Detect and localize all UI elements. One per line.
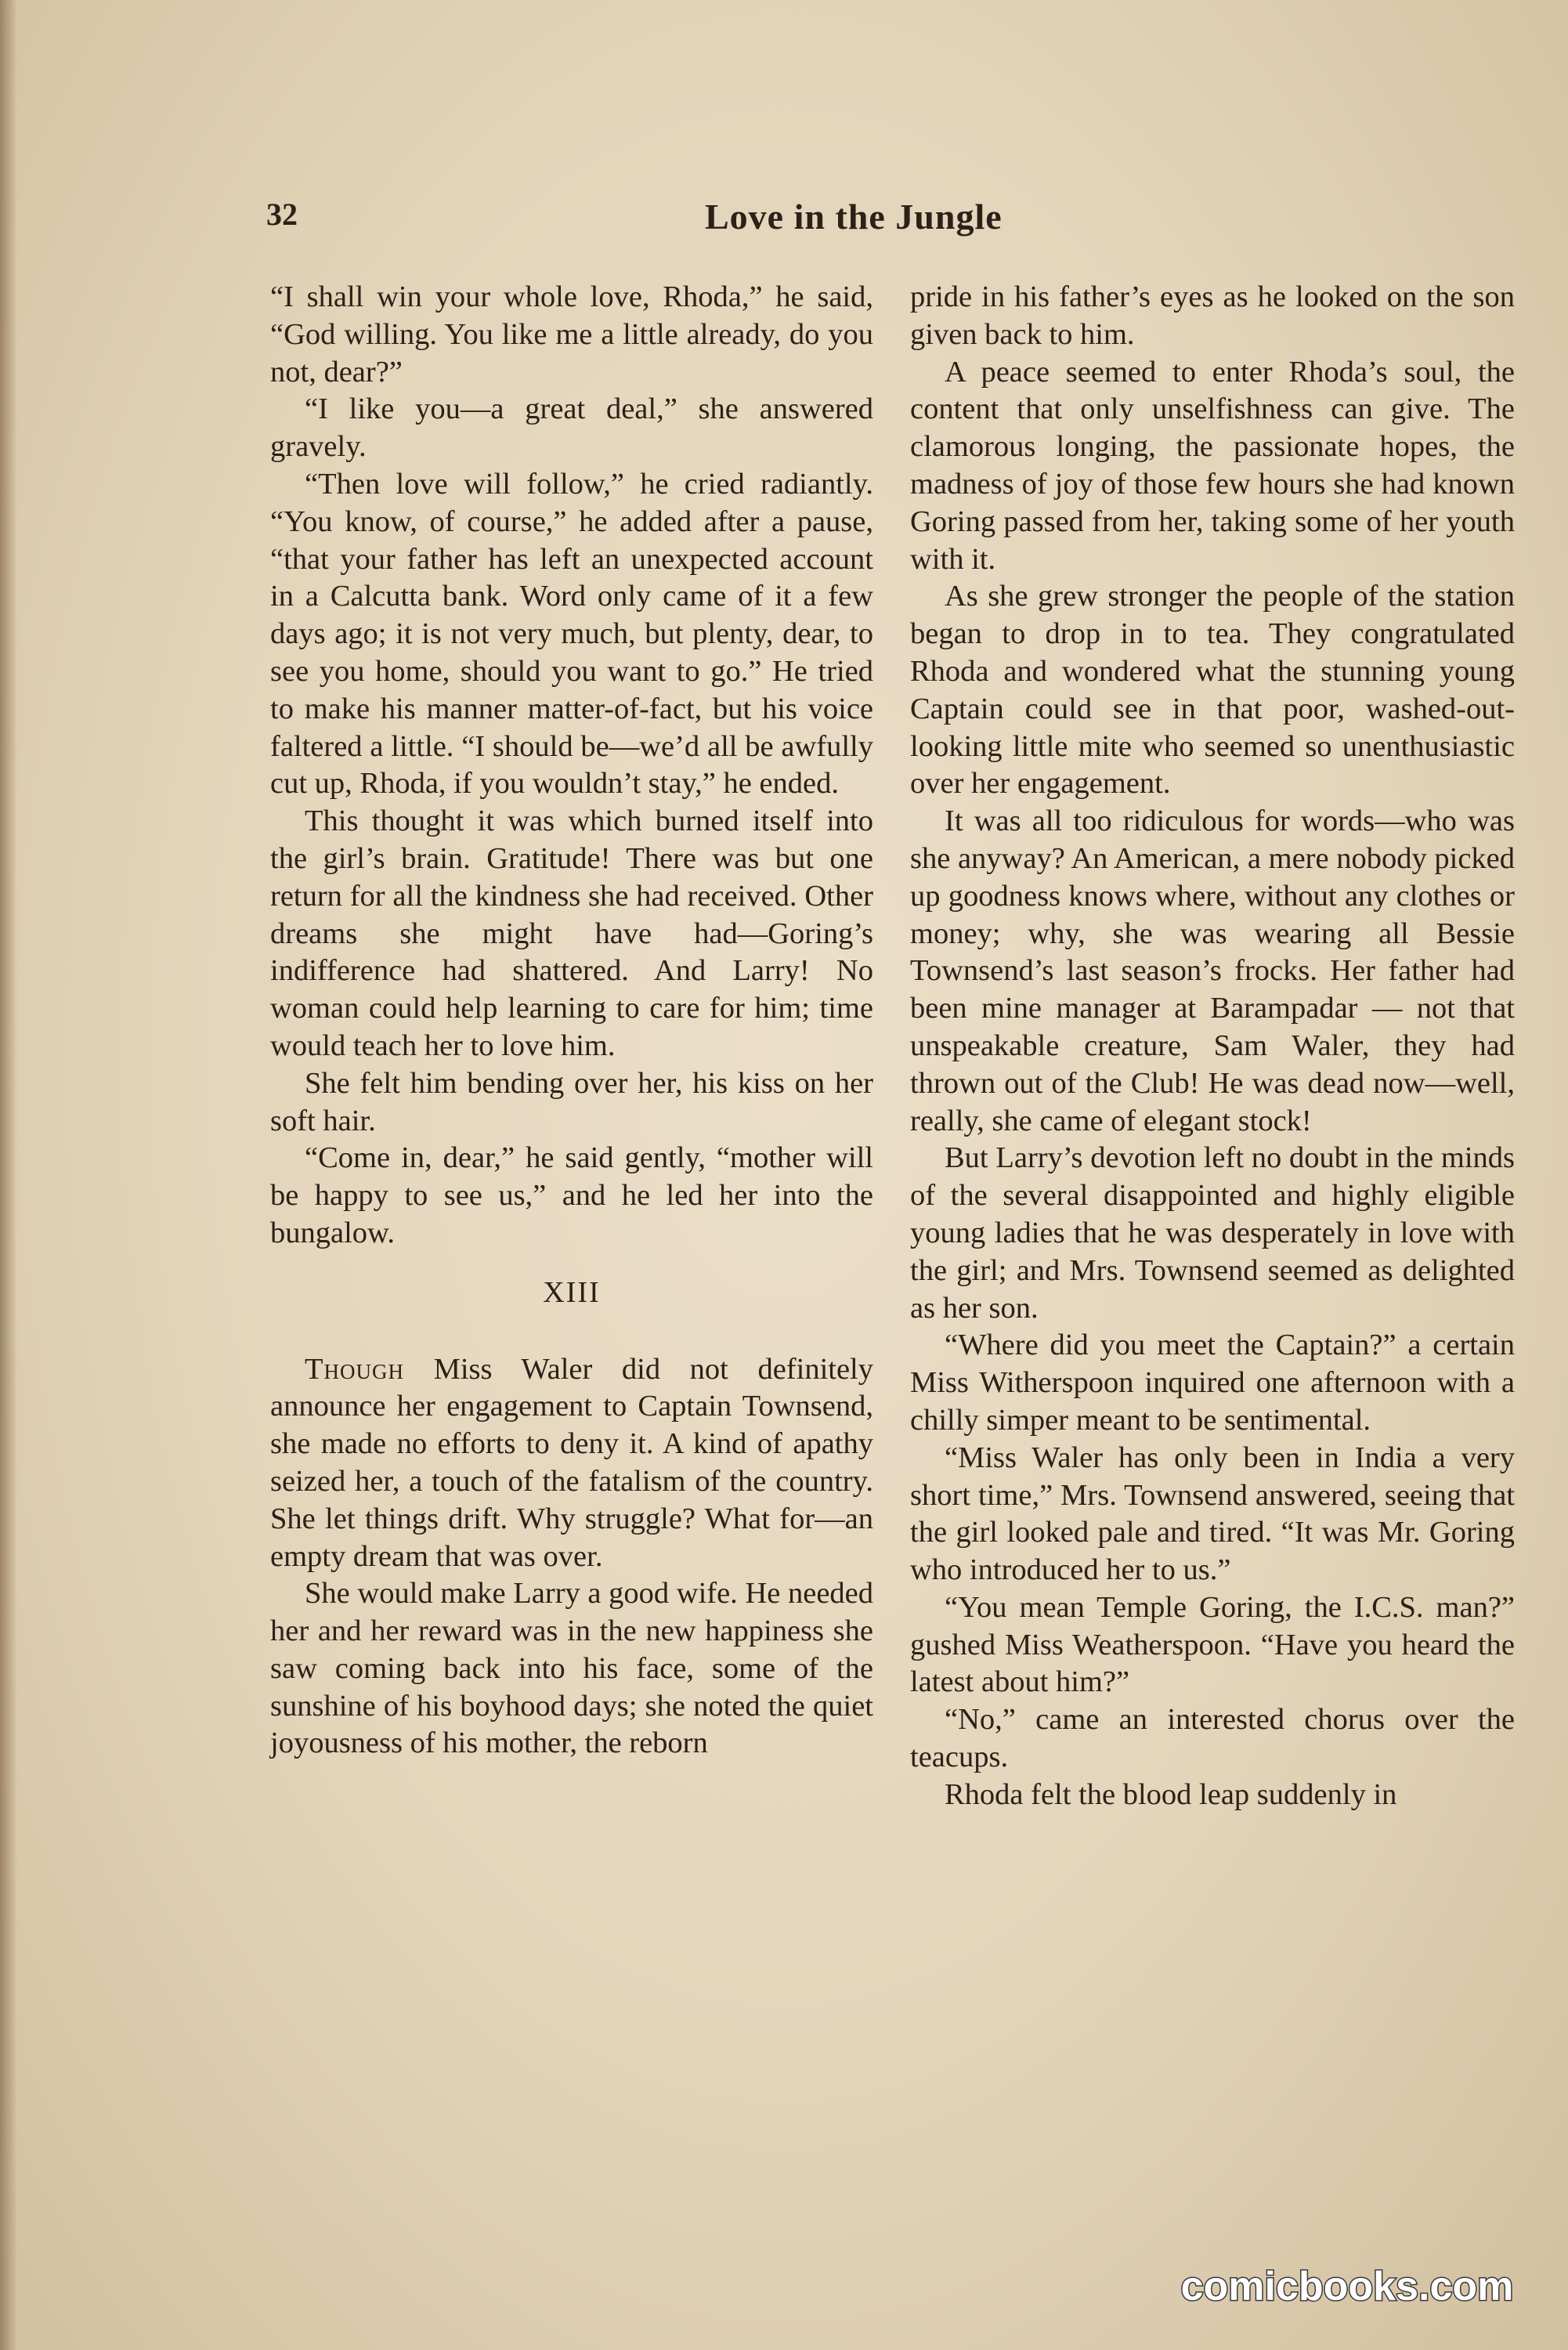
right-paragraph-2: A peace seemed to enter Rhoda’s soul, the content that only unselfishness can give. The clamorous longing, the passionate hopes, the madness of joy of those few hours she had known Goring passed from her, taking some of her youth with it. — [910, 355, 1515, 576]
left-paragraph-7 — [270, 1351, 873, 1576]
right-paragraph-6: “Where did you meet the Captain?” a certain Miss Witherspoon inquired one afternoon with a chilly simper meant to be sentimental. — [910, 1329, 1515, 1437]
left-column — [270, 279, 873, 1762]
watermark-logo-graphic — [1143, 2254, 1551, 2319]
page-number: 32 — [266, 197, 298, 232]
right-paragraph-3: As she grew stronger the people of the station began to drop in to tea. They congratulated Rhoda and wondered what the stunning young Captain could see in that poor, washed-out-looking little mite who seemed so unenthusiastic over her engagement. — [910, 580, 1515, 801]
right-paragraph-1: pride in his father’s eyes as he looked on the son given back to him. — [910, 280, 1515, 351]
left-paragraph-3: “Then love will follow,” he cried radiantly. “You know, of course,” he added after a pause, “that your father has left an unexpected account in a Calcutta bank. Word only came of it a few days ago; it is not very much, but plenty, dear, to see you home, should you want to go.” He tried to make his manner matter-of-fact, but his voice faltered a little. “I should be—we’d all be awfully cut up, Rhoda, if you wouldn’t stay,” he ended. — [270, 467, 873, 801]
right-paragraph-4: It was all too ridiculous for words—who was she anyway? An American, a mere nobody picked up goodness knows where, without any clothes or money; why, she was wearing all Bessie Townsend’s last season’s frocks. Her father had been mine manager at Barampadar — not that unspeakable creature, Sam Waler, they had thrown out of the Club! He was dead now—well, really, she came of elegant stock! — [910, 804, 1515, 1137]
running-head: Love in the Jungle — [705, 197, 1003, 237]
watermark-text: comicbooks.com — [1180, 2264, 1514, 2309]
chapter-heading: XIII — [543, 1275, 601, 1309]
left-paragraph-1: “I shall win your whole love, Rhoda,” he said, “God willing. You like me a little already, do you not, dear?” — [270, 280, 873, 389]
watermark-logo — [1143, 2254, 1551, 2319]
page-header — [266, 196, 1512, 258]
chapter-lead-word: Though — [305, 1352, 405, 1386]
right-paragraph-5: But Larry’s devotion left no doubt in the minds of the several disappointed and highly eligible young ladies that he was desperately in love with the girl; and Mrs. Townsend seemed as delighted as her son. — [910, 1141, 1515, 1325]
right-paragraph-8: “You mean Temple Goring, the I.C.S. man?” gushed Miss Weatherspoon. “Have you heard the latest about him?” — [910, 1590, 1515, 1699]
right-paragraph-9: “No,” came an interested chorus over the teacups. — [910, 1703, 1515, 1774]
right-column — [910, 279, 1515, 1814]
left-paragraph-2: “I like you—a great deal,” she answered gravely. — [270, 392, 873, 464]
left-paragraph-7-text: Miss Waler did not definitely announce her engagement to Captain Townsend, she made no efforts to deny it. A kind of apathy seized her, a touch of the fatalism of the country. She let things drift. Why struggle? What for—an empty dream that was over. — [270, 1352, 873, 1573]
right-paragraph-10: Rhoda felt the blood leap suddenly in — [945, 1777, 1397, 1811]
left-paragraph-4: This thought it was which burned itself into the girl’s brain. Gratitude! There was but one return for all the kindness she had received. Other dreams she might have had—Goring’s indifference had shattered. And Larry! No woman could help learning to care for him; time would teach her to love him. — [270, 804, 873, 1062]
left-paragraph-8: She would make Larry a good wife. He needed her and her reward was in the new happiness she saw coming back into his face, some of the sunshine of his boyhood days; she noted the quiet joyousness of his mother, the reborn — [270, 1577, 873, 1760]
left-paragraph-5: She felt him bending over her, his kiss on her soft hair. — [270, 1066, 873, 1137]
right-paragraph-7: “Miss Waler has only been in India a very short time,” Mrs. Townsend answered, seeing that the girl looked pale and tired. “It was Mr. Goring who introduced her to us.” — [910, 1441, 1515, 1587]
left-paragraph-6: “Come in, dear,” he said gently, “mother will be happy to see us,” and he led her into the bungalow. — [270, 1141, 873, 1249]
page-edge-shadow — [0, 0, 17, 2350]
